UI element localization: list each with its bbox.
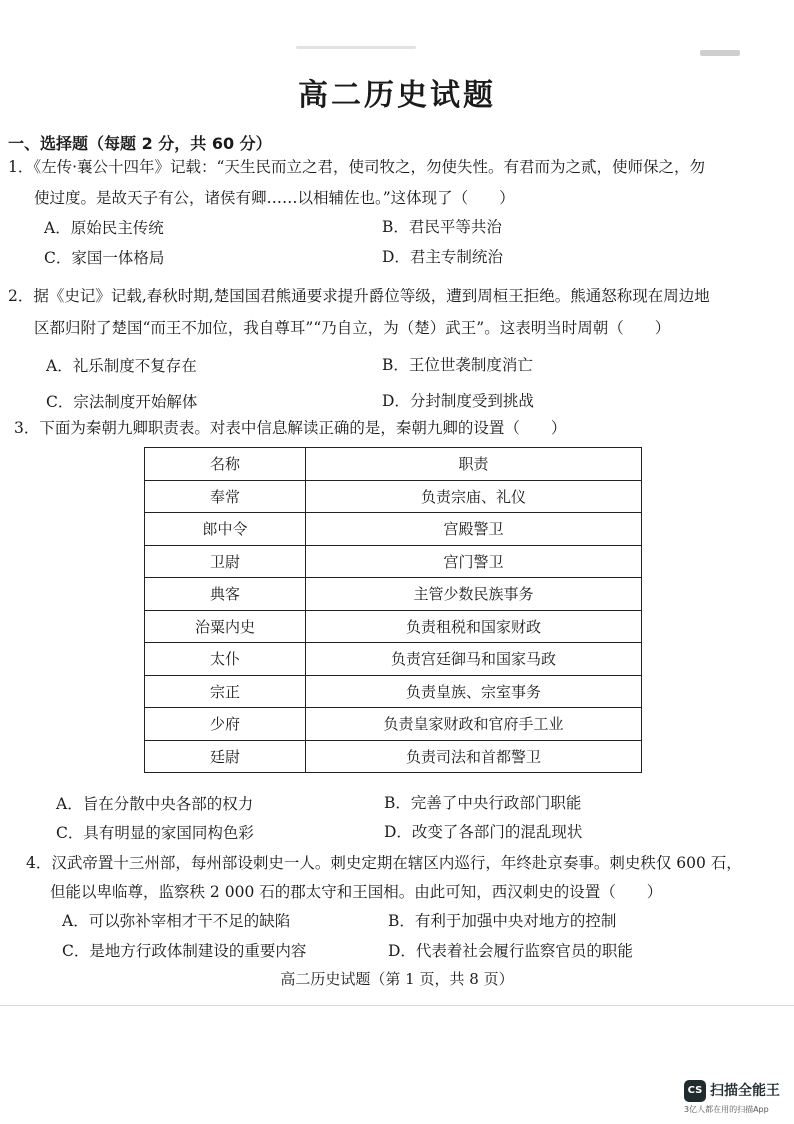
page-title: 高二历史试题 <box>298 78 496 113</box>
table-cell-duty: 宫门警卫 <box>306 545 642 578</box>
question-2-option-d: D．分封制度受到挑战 <box>382 392 534 410</box>
question-4-option-d: D．代表着社会履行监察官员的职能 <box>388 942 633 960</box>
page-footer: 高二历史试题（第 1 页，共 8 页） <box>280 970 514 988</box>
camscanner-tagline: 3亿人都在用的扫描App <box>684 1105 769 1114</box>
question-2-line-1: 2．据《史记》记载,春秋时期,楚国国君熊通要求提升爵位等级，遭到周桓王拒绝。熊通怒称现在周边地 <box>8 287 710 305</box>
question-2-option-c: C．宗法制度开始解体 <box>46 393 198 411</box>
question-3-option-d: D．改变了各部门的混乱现状 <box>384 823 583 841</box>
nine-ministers-table <box>144 447 642 773</box>
question-3-line-1: 3．下面为秦朝九卿职责表。对表中信息解读正确的是，秦朝九卿的设置（ ） <box>14 419 567 437</box>
table-cell-duty: 负责司法和首都警卫 <box>306 740 642 773</box>
camscanner-logo-icon: CS <box>684 1080 706 1102</box>
table-cell-name: 少府 <box>145 708 306 741</box>
question-1-option-c: C．家国一体格局 <box>44 249 165 267</box>
table-row <box>145 545 642 578</box>
table-cell-duty: 负责皇家财政和官府手工业 <box>306 708 642 741</box>
table-cell-name: 太仆 <box>145 643 306 676</box>
question-4-line-2: 但能以卑临尊，监察秩 2 000 石的郡太守和王国相。由此可知，西汉刺史的设置（ ） <box>50 883 663 901</box>
table-cell-name: 卫尉 <box>145 545 306 578</box>
question-3-option-a: A．旨在分散中央各部的权力 <box>56 795 254 813</box>
table-cell-duty: 主管少数民族事务 <box>306 578 642 611</box>
camscanner-name: 扫描全能王 <box>710 1083 780 1099</box>
question-2-option-a: A．礼乐制度不复存在 <box>46 357 197 375</box>
table-row <box>145 513 642 546</box>
table-row <box>145 740 642 773</box>
question-1-option-b: B．君民平等共治 <box>382 218 502 236</box>
question-4-option-a: A．可以弥补宰相才干不足的缺陷 <box>62 912 291 930</box>
question-1-option-a: A．原始民主传统 <box>44 219 164 237</box>
table-header-name: 名称 <box>145 448 306 481</box>
page-divider <box>0 1005 794 1006</box>
question-1-line-1: 1．《左传·襄公十四年》记载：“天生民而立之君，使司牧之，勿使失性。有君而为之贰，使师保之，勿 <box>8 158 705 176</box>
table-cell-name: 奉常 <box>145 480 306 513</box>
section-heading: 一、选择题（每题 2 分，共 60 分） <box>8 134 272 153</box>
table-row <box>145 643 642 676</box>
table-header-duty: 职责 <box>306 448 642 481</box>
question-2-option-b: B．王位世袭制度消亡 <box>382 356 533 374</box>
table-row <box>145 480 642 513</box>
table-row <box>145 578 642 611</box>
question-4-option-b: B．有利于加强中央对地方的控制 <box>388 912 617 930</box>
question-3-option-b: B．完善了中央行政部门职能 <box>384 794 582 812</box>
table-cell-duty: 负责宗庙、礼仪 <box>306 480 642 513</box>
table-row <box>145 675 642 708</box>
question-1-line-2: 使过度。是故天子有公，诸侯有卿……以相辅佐也。”这体现了（ ） <box>34 189 515 207</box>
question-1-option-d: D．君主专制统治 <box>382 248 503 266</box>
table-cell-name: 廷尉 <box>145 740 306 773</box>
question-4-option-c: C．是地方行政体制建设的重要内容 <box>62 942 307 960</box>
table-cell-duty: 宫殿警卫 <box>306 513 642 546</box>
table-cell-name: 典客 <box>145 578 306 611</box>
table-cell-name: 宗正 <box>145 675 306 708</box>
table-cell-name: 郎中令 <box>145 513 306 546</box>
table-row <box>145 708 642 741</box>
table-cell-name: 治粟内史 <box>145 610 306 643</box>
table-cell-duty: 负责宫廷御马和国家马政 <box>306 643 642 676</box>
table-header-row <box>145 448 642 481</box>
table-cell-duty: 负责租税和国家财政 <box>306 610 642 643</box>
table-cell-duty: 负责皇族、宗室事务 <box>306 675 642 708</box>
scan-speck <box>700 50 740 56</box>
table-row <box>145 610 642 643</box>
scan-speck <box>296 46 416 49</box>
question-2-line-2: 区都归附了楚国“而王不加位，我自尊耳”“乃自立，为（楚）武王”。这表明当时周朝（ ） <box>34 319 671 337</box>
question-4-line-1: 4．汉武帝置十三州部，每州部设刺史一人。刺史定期在辖区内巡行，年终赴京奏事。刺史秩仅 600 石， <box>26 854 742 872</box>
question-3-option-c: C．具有明显的家国同构色彩 <box>56 824 254 842</box>
